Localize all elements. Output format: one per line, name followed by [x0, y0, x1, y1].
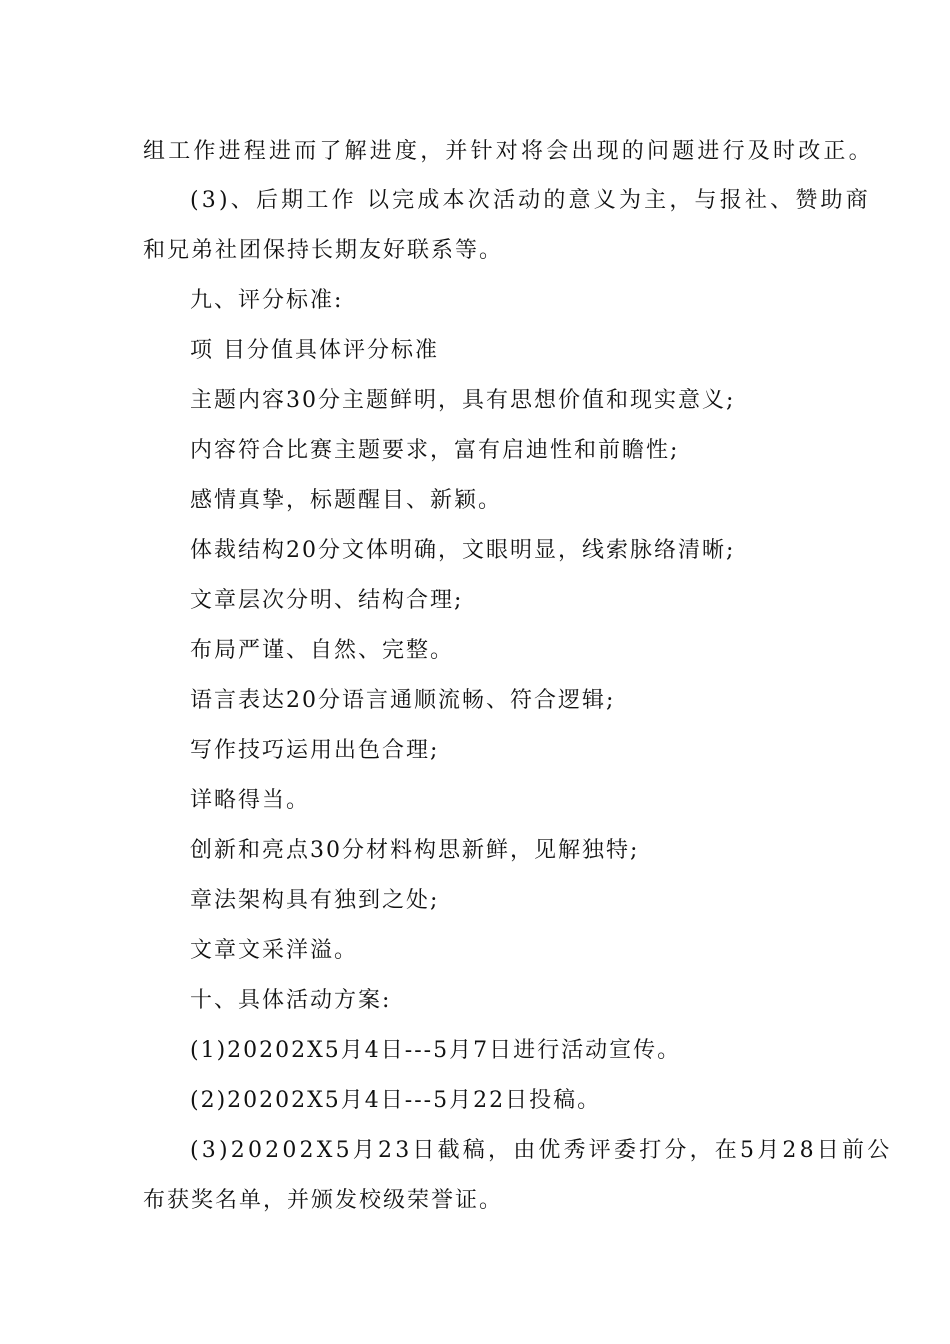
text-line: 语言表达20分语言通顺流畅、符合逻辑; — [190, 688, 616, 713]
text-line: 布局严谨、自然、完整。 — [190, 638, 455, 663]
text-line: 详略得当。 — [190, 788, 311, 813]
text-line: 文章层次分明、结构合理; — [190, 588, 464, 613]
text-line: 内容符合比赛主题要求，富有启迪性和前瞻性; — [190, 438, 680, 463]
text-line: (1)20202X5月4日---5月7日进行活动宣传。 — [190, 1038, 682, 1063]
table-header-line: 项 目分值具体评分标准 — [190, 338, 439, 363]
text-line: 体裁结构20分文体明确，文眼明显，线索脉络清晰; — [190, 538, 736, 563]
text-line: 写作技巧运用出色合理; — [190, 738, 440, 763]
text-line: 和兄弟社团保持长期友好联系等。 — [143, 238, 504, 263]
text-line: 文章文采洋溢。 — [190, 938, 359, 963]
text-line: 感情真挚，标题醒目、新颖。 — [190, 488, 503, 513]
section-heading: 十、具体活动方案: — [190, 988, 392, 1013]
text-line: 主题内容30分主题鲜明，具有思想价值和现实意义; — [190, 388, 736, 413]
text-line: 创新和亮点30分材料构思新鲜，见解独特; — [190, 838, 640, 863]
text-line: (2)20202X5月4日---5月22日投稿。 — [190, 1088, 602, 1113]
text-line: 组工作进程进而了解进度，并针对将会出现的问题进行及时改正。 — [143, 139, 874, 164]
text-line: 章法架构具有独到之处; — [190, 888, 440, 913]
text-line: (3)、后期工作 以完成本次活动的意义为主，与报社、赞助商 — [190, 188, 871, 213]
text-line: 布获奖名单，并颁发校级荣誉证。 — [143, 1188, 504, 1213]
section-heading: 九、评分标准: — [190, 288, 344, 313]
text-line: (3)20202X5月23日截稿，由优秀评委打分，在5月28日前公 — [190, 1138, 893, 1163]
